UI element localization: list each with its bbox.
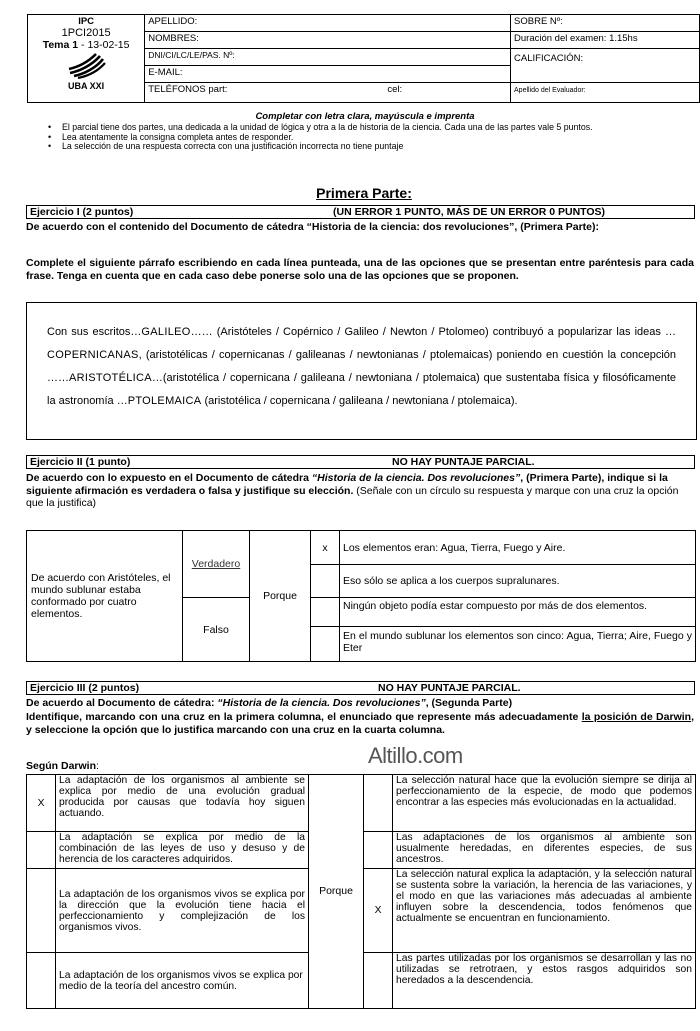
ex1-answer-4[interactable]: PTOLEMAICA bbox=[127, 395, 202, 407]
ex3-prompt-2: Identifique, marcando con una cruz en la primera columna, el enunciado que represente más adecuadamente la posición de Darwin, y seleccione la opción que lo justifica marcando con una cruz en la cuarta columna. bbox=[26, 711, 694, 736]
segun-darwin-label: Según Darwin: bbox=[26, 760, 99, 772]
ex1-text: Con sus escritos… bbox=[47, 326, 142, 338]
ex2-check-2[interactable] bbox=[311, 565, 340, 598]
ex3-left-check-3[interactable] bbox=[27, 869, 56, 953]
ex2-scoring: NO HAY PUNTAJE PARCIAL. bbox=[392, 456, 535, 468]
ex2-option-2: Eso sólo se aplica a los cuerpos supralunares. bbox=[340, 565, 696, 598]
ex3-right-check-1[interactable] bbox=[364, 775, 393, 832]
ex2-option-4: En el mundo sublunar los elementos son cinco: Agua, Tierra; Aire, Fuego y Eter bbox=[340, 627, 696, 662]
section-title: Primera Parte: bbox=[316, 185, 412, 201]
ex2-table bbox=[26, 530, 696, 662]
calificacion-field: CALIFICACIÓN: bbox=[511, 49, 700, 83]
list-item: • El parcial tiene dos partes, una dedicada a la unidad de lógica y otra a la de historia de la ciencia. Cada una de las partes vale 5 puntos. bbox=[36, 123, 656, 133]
ex3-right-check-3[interactable]: X bbox=[364, 869, 393, 953]
ex2-title: Ejercicio II (1 punto) bbox=[30, 456, 131, 468]
ex3-left-option-4: La adaptación de los organismos vivos se explica por medio de la teoría del ancestro común. bbox=[56, 953, 309, 1009]
ex3-scoring: NO HAY PUNTAJE PARCIAL. bbox=[378, 682, 521, 694]
ex1-scoring: (UN ERROR 1 PUNTO, MÁS DE UN ERROR 0 PUNTOS) bbox=[333, 206, 606, 218]
duracion-label: Duración del examen: 1.15hs bbox=[511, 32, 700, 49]
evaluador-field: Apellido del Evaluador: bbox=[511, 83, 700, 103]
ex1-answer-3[interactable]: ARISTOTÉLICA bbox=[69, 372, 152, 384]
ex2-option-1: Los elementos eran: Agua, Tierra, Fuego y Aire. bbox=[340, 531, 696, 565]
ex2-prompt: De acuerdo con lo expuesto en el Documento de cátedra “Historia de la ciencia. Dos revoluciones”, (Primera Parte), indique si la siguiente afirmación es verdadera o falsa y justifique su elección. (Señale con un círculo su respuesta y marque con una cruz la opción que la justifica) bbox=[26, 472, 679, 509]
verdadero-option[interactable]: Verdadero bbox=[183, 531, 250, 598]
ex3-table bbox=[26, 774, 696, 1009]
ex1-title: Ejercicio I (2 puntos) bbox=[30, 206, 134, 218]
ex3-title: Ejercicio III (2 puntos) bbox=[30, 682, 140, 694]
rules-list bbox=[36, 123, 656, 152]
ex1-prompt-2: Complete el siguiente párrafo escribiendo en cada línea punteada, una de las opciones que se presentan entre paréntesis para cada frase. Tenga en cuenta que en cada caso debe ponerse solo una de las opciones que se proponen. bbox=[26, 257, 694, 282]
sobre-field[interactable]: SOBRE Nº: bbox=[511, 15, 700, 32]
ex3-porque-label: Porque bbox=[309, 775, 364, 1009]
ex2-check-3[interactable] bbox=[311, 598, 340, 627]
ex1-answer-2[interactable]: COPERNICANAS bbox=[47, 349, 139, 361]
ex1-title-bar bbox=[26, 205, 695, 219]
ex3-right-check-2[interactable] bbox=[364, 832, 393, 869]
ex3-left-option-1: La adaptación de los organismos al ambiente se explica por medio de una evolución gradual producida por causas que todavía hoy siguen actuando. bbox=[56, 775, 309, 832]
ex3-left-check-2[interactable] bbox=[27, 832, 56, 869]
ex1-text: …(aristotélica / copernicana / galileana / newtoniana / ptolemaica) que sustentaba física y filosóficamente la astronomía … bbox=[47, 372, 676, 407]
ex1-text: , (aristotélicas / copernicanas / galileanas / newtonianas / ptolemaicas) poniendo en cuestión la concepción …… bbox=[47, 349, 676, 384]
ex3-prompt-1: De acuerdo al Documento de cátedra: “Historia de la ciencia. Dos revoluciones”, (Segunda Parte) bbox=[26, 697, 513, 709]
exam-tema: Tema 1 - 13-02-15 bbox=[42, 39, 130, 51]
ex3-left-check-1[interactable]: X bbox=[27, 775, 56, 832]
ex1-text: (aristotélica / copernicana / galileana / newtoniana / ptolemaica). bbox=[201, 395, 518, 407]
ex3-title-bar bbox=[26, 681, 695, 695]
ex3-left-option-2: La adaptación se explica por medio de la combinación de las leyes de uso y desuso y de herencia de los caracteres adquiridos. bbox=[56, 832, 309, 869]
ex1-prompt-1: De acuerdo con el contenido del Documento de cátedra “Historia de la ciencia: dos revoluciones”, (Primera Parte): bbox=[26, 221, 599, 233]
uba-logo-icon bbox=[66, 53, 106, 79]
ex3-right-option-1: La selección natural hace que la evolución siempre se dirija al perfeccionamiento de la especie, de modo que podemos encontrar a las especies más evolucionadas en la actualidad. bbox=[393, 775, 696, 832]
porque-label: Porque bbox=[250, 531, 311, 662]
ex3-left-option-3: La adaptación de los organismos vivos se explica por la dirección que la evolución tiene hacia el perfeccionamiento y complejización de los organismos vivos. bbox=[56, 869, 309, 953]
nombres-field[interactable]: NOMBRES: bbox=[145, 32, 511, 49]
ex2-statement: De acuerdo con Aristóteles, el mundo sublunar estaba conformado por cuatro elementos. bbox=[27, 531, 183, 662]
email-field[interactable]: E-MAIL: bbox=[145, 66, 511, 83]
falso-option[interactable]: Falso bbox=[183, 598, 250, 662]
altillo-watermark: Altillo.com bbox=[368, 743, 463, 768]
dni-field[interactable]: DNI/CI/LC/LE/PAS. Nº: bbox=[145, 49, 511, 66]
apellido-field[interactable]: APELLIDO: bbox=[145, 15, 511, 32]
ex2-title-bar bbox=[26, 455, 695, 469]
list-item: • Lea atentamente la consigna completa antes de responder. bbox=[36, 133, 656, 143]
ex1-answer-1[interactable]: GALILEO bbox=[141, 326, 191, 338]
cel-label: cel: bbox=[387, 84, 403, 95]
ex2-check-4[interactable] bbox=[311, 627, 340, 662]
logo-text: UBA XXI bbox=[68, 81, 105, 91]
list-item: • La selección de una respuesta correcta con una justificación incorrecta no tiene puntaje bbox=[36, 142, 656, 152]
student-header-table bbox=[27, 14, 700, 103]
ex2-check-1[interactable]: x bbox=[311, 531, 340, 565]
ex3-right-option-4: Las partes utilizadas por los organismos se desarrollan y las no utilizadas se retrotraen, y estos rasgos adquiridos son heredados a la descendencia. bbox=[393, 953, 696, 1009]
institution-code: IPC bbox=[78, 16, 95, 27]
ex3-right-check-4[interactable] bbox=[364, 953, 393, 1009]
ex1-text: …… (Aristóteles / Copérnico / Galileo / Newton / Ptolomeo) contribuyó a popularizar las ideas … bbox=[190, 326, 676, 338]
fill-instruction: Completar con letra clara, mayúscula e imprenta bbox=[255, 111, 475, 122]
ex2-option-3: Ningún objeto podía estar compuesto por más de dos elementos. bbox=[340, 598, 696, 627]
ex3-right-option-2: Las adaptaciones de los organismos al ambiente son usualmente heredadas, en diferentes especies, de sus ancestros. bbox=[393, 832, 696, 869]
telefonos-field[interactable]: TELÉFONOS part: cel: bbox=[145, 83, 511, 103]
exam-id-block bbox=[28, 15, 145, 103]
ex1-answer-box bbox=[26, 302, 697, 440]
ex3-right-option-3: La selección natural explica la adaptación, y la selección natural se sustenta sobre la variación, la herencia de las variaciones, y el modo en que las variaciones más adecuadas al ambiente influyen sobre la descendencia, todos fenómenos que actualmente se encuentran en funcionamiento. bbox=[393, 869, 696, 953]
exam-code: 1PCI2015 bbox=[61, 27, 111, 39]
ex3-left-check-4[interactable] bbox=[27, 953, 56, 1009]
